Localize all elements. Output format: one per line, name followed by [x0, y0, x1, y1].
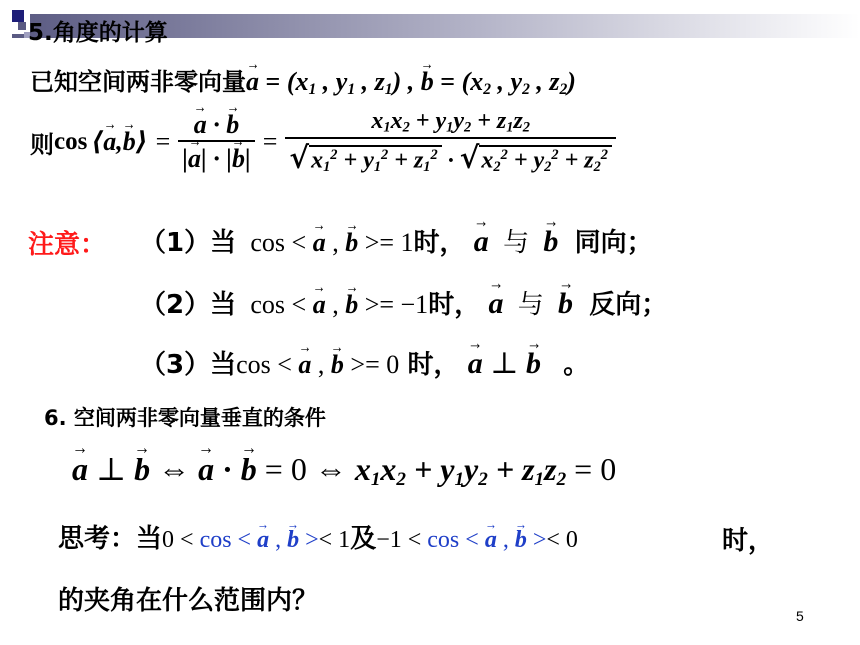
think-label: 思考：当 — [58, 524, 163, 554]
note-item-2: （2）当 cos < → a , → b >= −1时， → a 与 → b 反向； — [140, 284, 667, 321]
known-vectors-line: 已知空间两非零向量→ $a = (x_1$ , $y_1$ , $z_1$) , → $b = (x_2$ , $y_2$ , $z_2$) — [30, 62, 576, 99]
note-1-conclusion: 同向； — [574, 228, 653, 258]
note-label: 注意： — [28, 230, 107, 260]
then-label: 则 — [30, 130, 54, 159]
note-3-marker: （3）当 — [140, 350, 237, 380]
think-tail: 时， — [722, 526, 775, 556]
note-2-marker: （2）当 — [140, 290, 237, 320]
note-item-3: （3）当cos < → a , → b >= 0 时， → a ⊥ → b 。 — [140, 344, 589, 381]
think-question-line-1: 思考：当0 < cos < → a , → b >< 1及−1 < cos < → a , → b >< 0 — [58, 518, 578, 555]
note-3-conclusion: 。 — [563, 350, 590, 380]
section-5-title: 5.角度的计算 — [28, 20, 168, 46]
think-and: 及 — [350, 524, 377, 554]
perpendicular-condition: → a ⊥ → b ⇔ → a · → b = 0 ⇔ $x_1x_2 + y_1y_2 + z_1z_2 = 0$ — [72, 450, 616, 491]
note-1-condition: 1 — [400, 228, 414, 257]
think-question-line-2: 的夹角在什么范围内？ — [58, 586, 319, 616]
note-2-conclusion: 反向； — [589, 290, 668, 320]
known-label: 已知空间两非零向量 — [30, 68, 246, 96]
note-item-1: （1）当 cos < → a , → b >= 1时， → a 与 → b 同向； — [140, 222, 653, 259]
page-number: 5 — [796, 608, 804, 624]
section-6-title: 6. 空间两非零向量垂直的条件 — [44, 406, 326, 430]
note-1-marker: （1）当 — [140, 228, 237, 258]
note-2-condition: −1 — [400, 290, 429, 319]
note-3-condition: 0 — [386, 350, 400, 379]
cosine-formula: 则 cos ⟨→ a,→ b⟩ = → $\frac{a \cdot \to b}{|\to a| \cdot |\to b|}$ = $\frac{x_1x_2 + y_1y_2 + z_1z_2}{√x_1^2 + y_1^2 + z_1^2 \cdot √x_2^2 + y_2^2 + z_2^2}$ — [30, 108, 616, 176]
